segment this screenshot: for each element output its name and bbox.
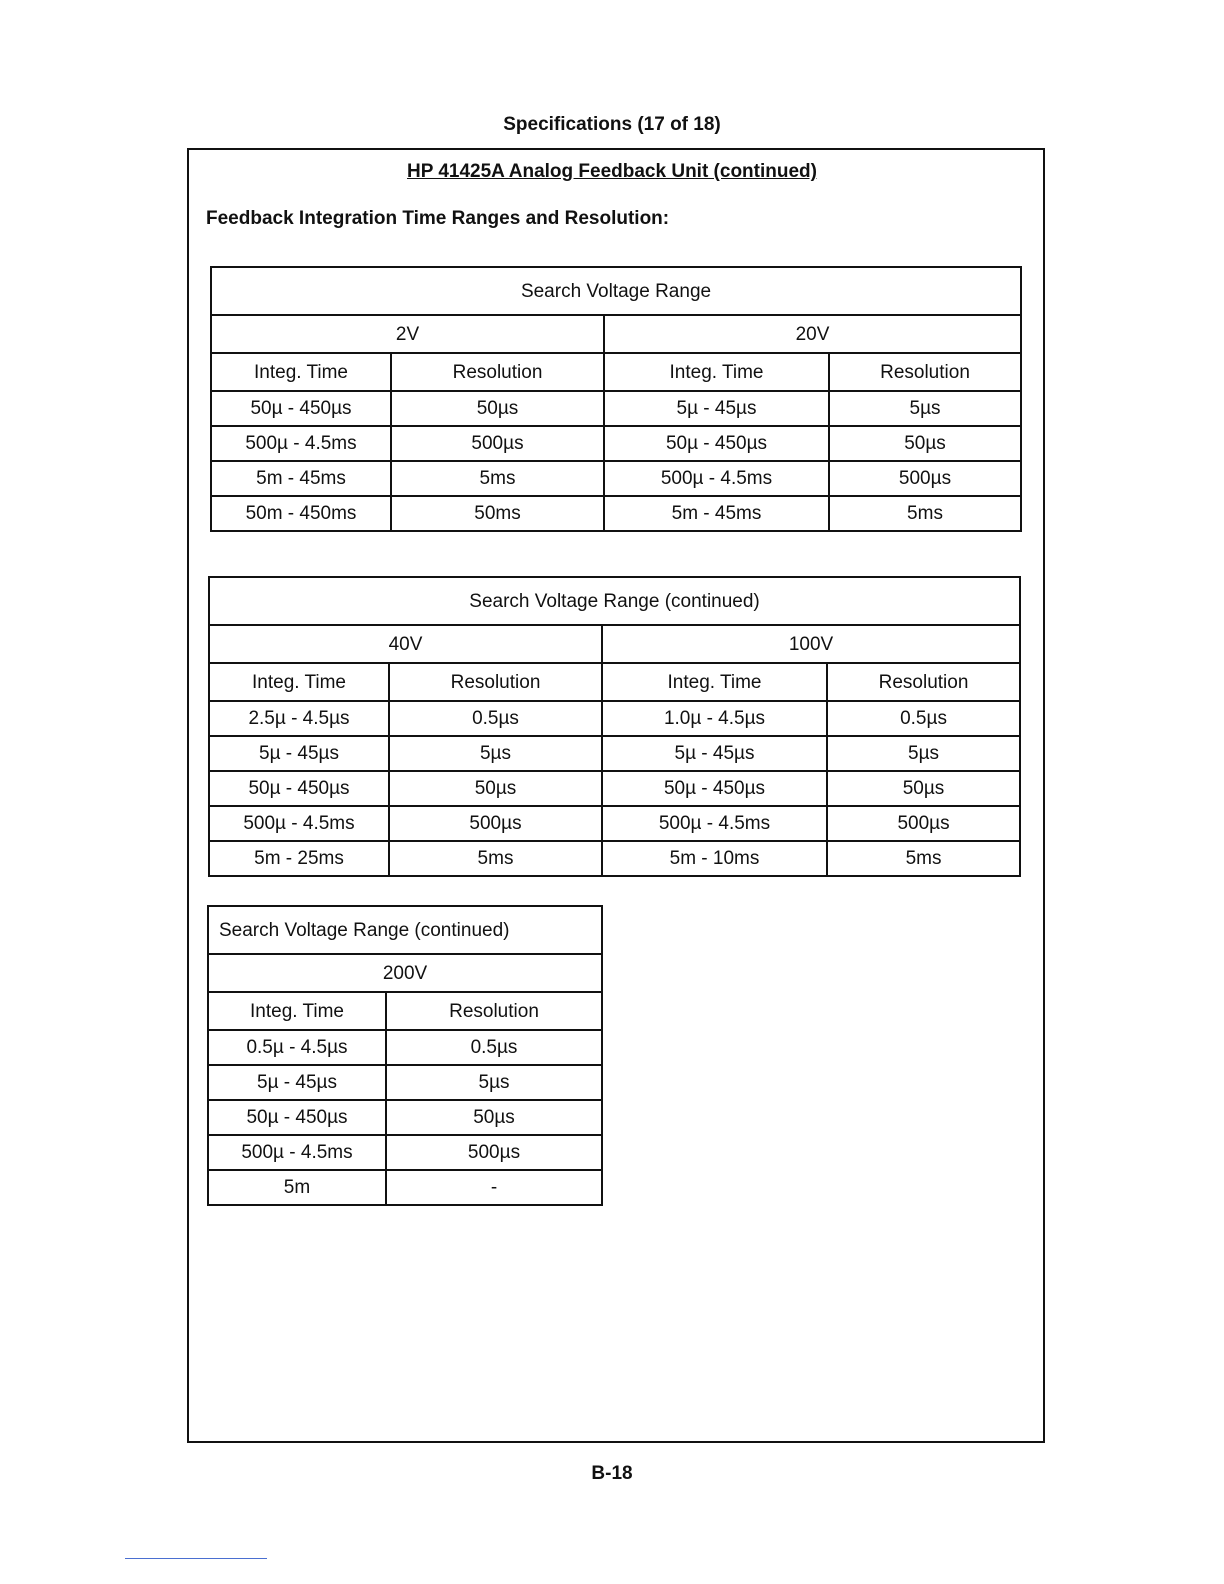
resolution-cell: 0.5µs	[386, 1030, 602, 1065]
table-row	[211, 496, 1021, 531]
resolution-cell: 5ms	[391, 461, 604, 496]
integ-time-cell: 50µ - 450µs	[209, 771, 389, 806]
integ-time-cell: 5m - 45ms	[211, 461, 391, 496]
voltage-header: 2V	[211, 315, 604, 353]
table-row	[211, 426, 1021, 461]
column-header-resolution: Resolution	[389, 663, 602, 701]
integ-time-cell: 5µ - 45µs	[208, 1065, 386, 1100]
integ-time-cell: 5m	[208, 1170, 386, 1205]
column-header-integ-time: Integ. Time	[208, 992, 386, 1030]
table-title: Search Voltage Range (continued)	[208, 906, 602, 954]
resolution-cell: 500µs	[829, 461, 1021, 496]
range-table-40v-100v	[208, 576, 1021, 877]
resolution-cell: 50ms	[391, 496, 604, 531]
scan-artifact-line	[125, 1558, 267, 1559]
integ-time-cell: 50µ - 450µs	[211, 391, 391, 426]
table-row	[208, 1065, 602, 1100]
resolution-cell: 5µs	[827, 736, 1020, 771]
integ-time-cell: 500µ - 4.5ms	[604, 461, 829, 496]
resolution-cell: -	[386, 1170, 602, 1205]
column-header-resolution: Resolution	[386, 992, 602, 1030]
resolution-cell: 0.5µs	[827, 701, 1020, 736]
resolution-cell: 500µs	[386, 1135, 602, 1170]
table-row	[211, 461, 1021, 496]
integ-time-cell: 50µ - 450µs	[208, 1100, 386, 1135]
resolution-cell: 50µs	[829, 426, 1021, 461]
table-row	[209, 806, 1020, 841]
voltage-header: 100V	[602, 625, 1020, 663]
integ-time-cell: 5m - 10ms	[602, 841, 827, 876]
voltage-header: 20V	[604, 315, 1021, 353]
column-header-resolution: Resolution	[827, 663, 1020, 701]
integ-time-cell: 2.5µ - 4.5µs	[209, 701, 389, 736]
table-row	[209, 841, 1020, 876]
resolution-cell: 500µs	[389, 806, 602, 841]
column-header-integ-time: Integ. Time	[211, 353, 391, 391]
resolution-cell: 500µs	[827, 806, 1020, 841]
integ-time-cell: 0.5µ - 4.5µs	[208, 1030, 386, 1065]
integ-time-cell: 50µ - 450µs	[602, 771, 827, 806]
integ-time-cell: 50µ - 450µs	[604, 426, 829, 461]
column-header-resolution: Resolution	[829, 353, 1021, 391]
table-row	[208, 1030, 602, 1065]
column-header-integ-time: Integ. Time	[604, 353, 829, 391]
integ-time-cell: 50m - 450ms	[211, 496, 391, 531]
integ-time-cell: 5µ - 45µs	[602, 736, 827, 771]
integ-time-cell: 5µ - 45µs	[209, 736, 389, 771]
resolution-cell: 5ms	[389, 841, 602, 876]
resolution-cell: 5µs	[386, 1065, 602, 1100]
page-number: B-18	[591, 1463, 633, 1484]
integ-time-cell: 5m - 45ms	[604, 496, 829, 531]
column-header-integ-time: Integ. Time	[602, 663, 827, 701]
table-row	[209, 771, 1020, 806]
table-row	[208, 1100, 602, 1135]
page-header: Specifications (17 of 18)	[503, 114, 721, 135]
range-table-200v	[207, 905, 603, 1206]
unit-title: HP 41425A Analog Feedback Unit (continued)	[407, 161, 817, 182]
resolution-cell: 5ms	[827, 841, 1020, 876]
table-row	[211, 391, 1021, 426]
voltage-header: 40V	[209, 625, 602, 663]
integ-time-cell: 1.0µ - 4.5µs	[602, 701, 827, 736]
resolution-cell: 500µs	[391, 426, 604, 461]
column-header-resolution: Resolution	[391, 353, 604, 391]
integ-time-cell: 500µ - 4.5ms	[211, 426, 391, 461]
integ-time-cell: 5µ - 45µs	[604, 391, 829, 426]
range-table-2v-20v	[210, 266, 1022, 532]
resolution-cell: 5µs	[829, 391, 1021, 426]
integ-time-cell: 500µ - 4.5ms	[602, 806, 827, 841]
integ-time-cell: 5m - 25ms	[209, 841, 389, 876]
table-title: Search Voltage Range (continued)	[209, 577, 1020, 625]
table-row	[208, 1135, 602, 1170]
resolution-cell: 50µs	[386, 1100, 602, 1135]
integ-time-cell: 500µ - 4.5ms	[208, 1135, 386, 1170]
voltage-header: 200V	[208, 954, 602, 992]
table-row	[208, 1170, 602, 1205]
table-title: Search Voltage Range	[211, 267, 1021, 315]
table-row	[209, 701, 1020, 736]
resolution-cell: 50µs	[827, 771, 1020, 806]
table-row	[209, 736, 1020, 771]
resolution-cell: 50µs	[391, 391, 604, 426]
resolution-cell: 5ms	[829, 496, 1021, 531]
resolution-cell: 5µs	[389, 736, 602, 771]
integ-time-cell: 500µ - 4.5ms	[209, 806, 389, 841]
resolution-cell: 50µs	[389, 771, 602, 806]
section-label: Feedback Integration Time Ranges and Resolution:	[206, 208, 670, 229]
resolution-cell: 0.5µs	[389, 701, 602, 736]
column-header-integ-time: Integ. Time	[209, 663, 389, 701]
